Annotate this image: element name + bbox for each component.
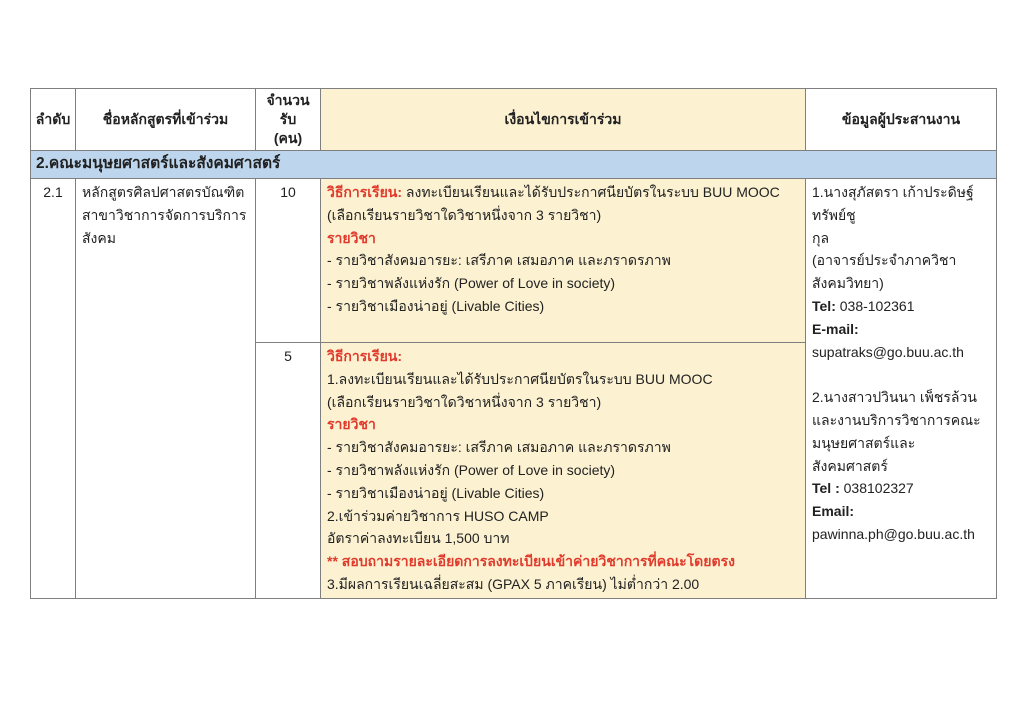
table-row	[31, 179, 997, 343]
col-header-intake-count: จำนวนรับ (คน)	[256, 89, 321, 151]
col-header-order: ลำดับ	[31, 89, 76, 151]
table-header-row	[31, 89, 997, 151]
row-order-number: 2.1	[31, 179, 76, 599]
intake-count-2: 5	[256, 343, 321, 599]
course-name-cell: หลักสูตรศิลปศาสตรบัณฑิต สาขาวิชาการจัดการบริการสังคม	[76, 179, 256, 599]
conditions-cell-2: วิธีการเรียน: 1.ลงทะเบียนเรียนและได้รับประกาศนียบัตรในระบบ BUU MOOC (เลือกเรียนรายวิชาใดวิชาหนึ่งจาก 3 รายวิชา) รายวิชา - รายวิชาสังคมอารยะ: เสรีภาค เสมอภาค และภราดรภาพ - รายวิชาพลังแห่งรัก (Power of Love in society) - รายวิชาเมืองน่าอยู่ (Livable Cities) 2.เข้าร่วมค่ายวิชาการ HUSO CAMP อัตราค่าลงทะเบียน 1,500 บาท ** สอบถามรายละเอียดการลงทะเบียนเข้าค่ายวิชาการที่คณะโดยตรง 3.มีผลการเรียนเฉลี่ยสะสม (GPAX 5 ภาคเรียน) ไม่ต่ำกว่า 2.00	[321, 343, 806, 599]
program-conditions-table	[30, 88, 997, 599]
coordinator-info-cell: 1.นางสุภัสตรา เก้าประดิษฐ์ ทรัพย์ชู กุล (อาจารย์ประจำภาควิชาสังคมวิทยา) Tel: 038-102361 E-mail: supatraks@go.buu.ac.th 2.นางสาวปวินนา เพ็ชรล้วน และงานบริการวิชาการคณะ มนุษยศาสตร์และสังคมศาสตร์ Tel : 038102327 Email: pawinna.ph@go.buu.ac.th	[806, 179, 997, 599]
col-header-coordinator-info: ข้อมูลผู้ประสานงาน	[806, 89, 997, 151]
faculty-section-title: 2.คณะมนุษยศาสตร์และสังคมศาสตร์	[31, 151, 997, 179]
conditions-cell-1: วิธีการเรียน: ลงทะเบียนเรียนและได้รับประกาศนียบัตรในระบบ BUU MOOC (เลือกเรียนรายวิชาใดวิชาหนึ่งจาก 3 รายวิชา) รายวิชา - รายวิชาสังคมอารยะ: เสรีภาค เสมอภาค และภราดรภาพ - รายวิชาพลังแห่งรัก (Power of Love in society) - รายวิชาเมืองน่าอยู่ (Livable Cities)	[321, 179, 806, 343]
faculty-section-row	[31, 151, 997, 179]
col-header-course-name: ชื่อหลักสูตรที่เข้าร่วม	[76, 89, 256, 151]
col-header-conditions: เงื่อนไขการเข้าร่วม	[321, 89, 806, 151]
intake-count-1: 10	[256, 179, 321, 343]
